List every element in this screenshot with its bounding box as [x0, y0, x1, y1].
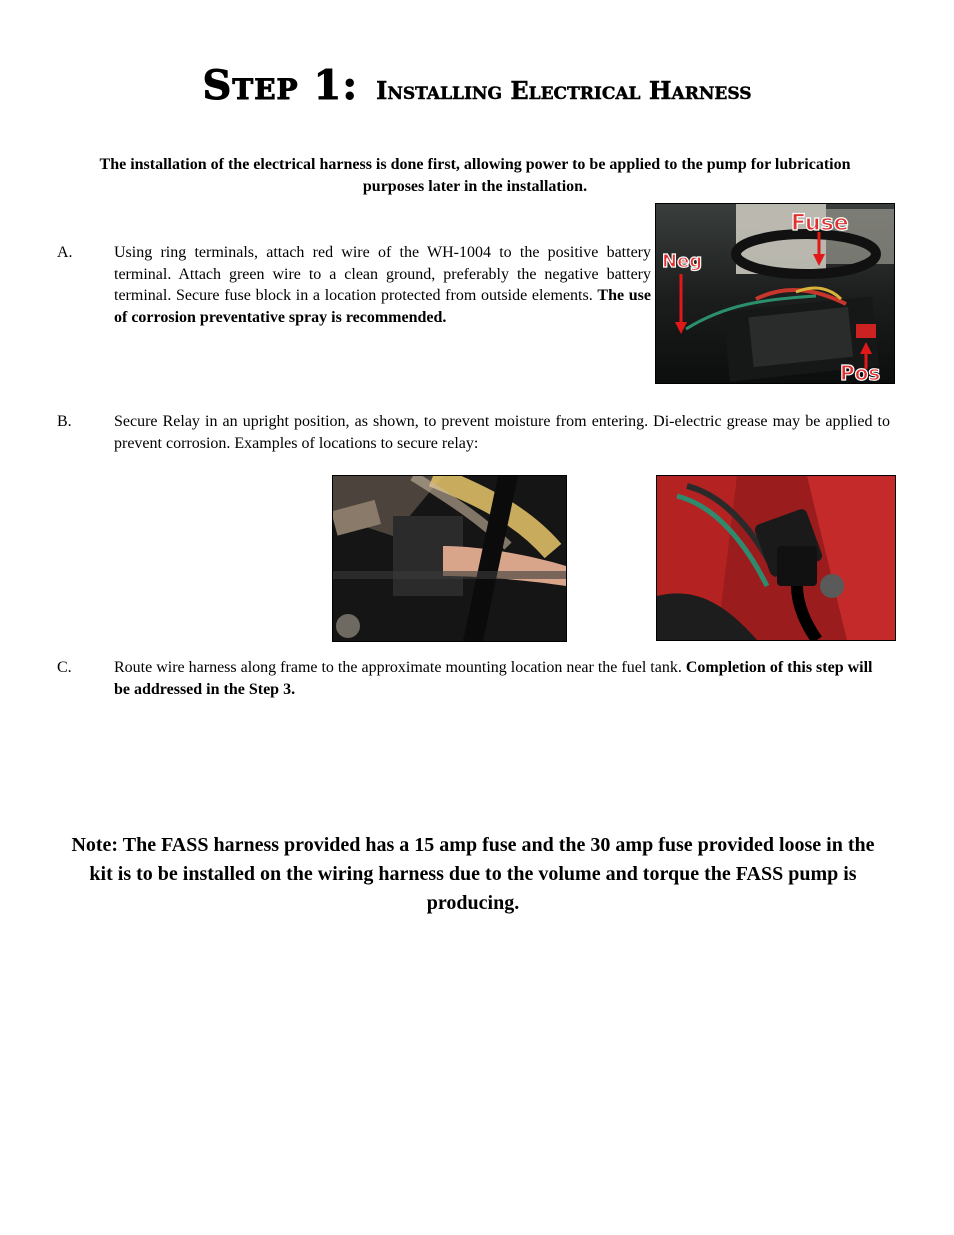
step-b-body: Secure Relay in an upright position, as shown, to prevent moisture from entering. Di-electric grease may be applied to prevent corrosion. Examples of locations to secure relay: — [114, 413, 890, 452]
relay-photo-2-image — [657, 476, 895, 640]
battery-photo — [655, 203, 895, 384]
step-number: Step 1: — [202, 62, 359, 109]
pos-label: Pos — [840, 361, 881, 383]
neg-label: Neg — [662, 251, 703, 272]
step-c-text — [114, 657, 890, 700]
fuse-note: Note: The FASS harness provided has a 15 amp fuse and the 30 amp fuse provided loose in the kit is to be installed on the wiring harness due to the volume and torque the FASS pump is producing. — [71, 834, 875, 914]
relay-photo-2 — [656, 475, 896, 641]
step-c-body: Route wire harness along frame to the approximate mounting location near the fuel tank. — [114, 659, 682, 676]
page-title — [0, 62, 954, 109]
intro-paragraph: The installation of the electrical harness is done first, allowing power to be applied to the pump for lubrication purposes later in the installation. — [99, 156, 851, 195]
step-c — [57, 657, 890, 705]
battery-photo-image — [656, 204, 894, 383]
step-subtitle: Installing Electrical Harness — [376, 76, 752, 105]
step-c-bold: Completion of this step will be addressed in the Step 3. — [114, 659, 873, 698]
step-a-letter: A. — [57, 244, 73, 261]
step-b-letter: B. — [57, 413, 72, 430]
relay-photo-1-image — [333, 476, 566, 641]
step-a-text — [114, 242, 651, 328]
step-b-text — [114, 411, 890, 454]
step-b — [57, 411, 890, 459]
step-c-letter: C. — [57, 659, 72, 676]
relay-photo-1 — [332, 475, 567, 642]
fuse-label: Fuse — [791, 211, 849, 236]
step-a-body: Using ring terminals, attach red wire of the WH-1004 to the positive battery terminal. Attach green wire to a clean ground, preferably the negative battery terminal. Secure fuse block in a location protected from outside elements. — [114, 244, 651, 304]
step-a — [57, 242, 652, 352]
step-a-bold: The use of corrosion preventative spray is recommended. — [114, 287, 651, 326]
